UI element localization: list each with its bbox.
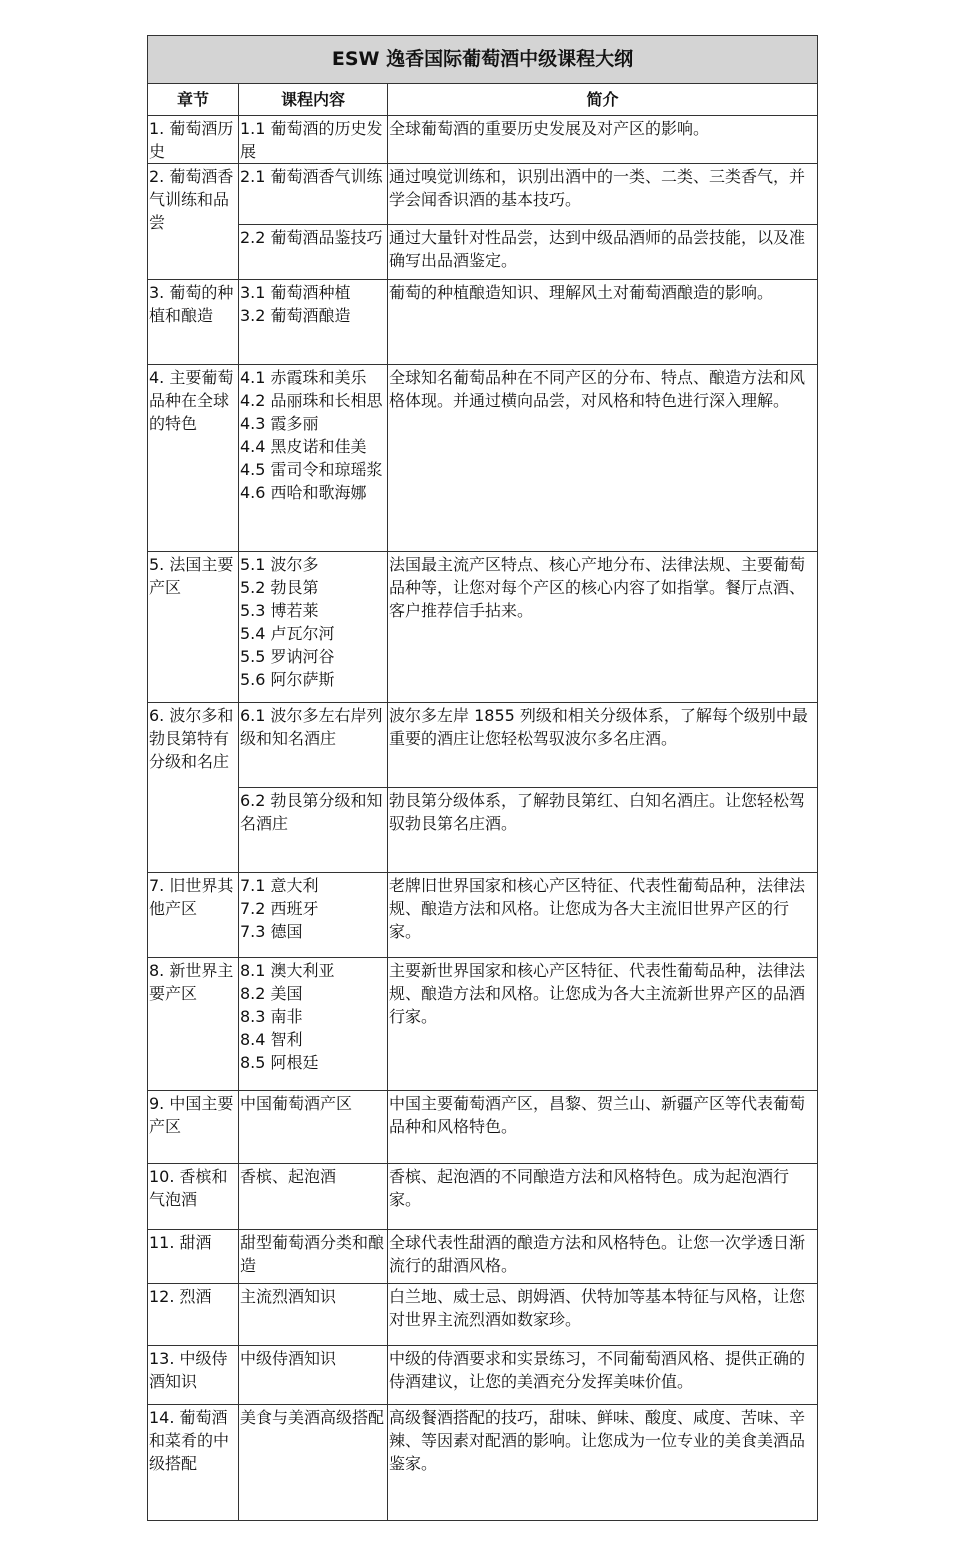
header-intro: 简介 xyxy=(388,84,818,116)
table-row xyxy=(148,365,818,552)
intro-cell: 全球葡萄酒的重要历史发展及对产区的影响。 xyxy=(388,116,818,164)
chapter-cell: 14. 葡萄酒和菜肴的中级搭配 xyxy=(148,1405,239,1521)
content-item: 5.1 波尔多 xyxy=(240,555,319,574)
content-item: 4.3 霞多丽 xyxy=(240,414,319,433)
intro-cell: 葡萄的种植酿造知识、理解风土对葡萄酒酿造的影响。 xyxy=(388,280,818,365)
chapter-cell: 8. 新世界主要产区 xyxy=(148,958,239,1091)
content-item: 8.3 南非 xyxy=(240,1007,303,1026)
content-cell xyxy=(239,1164,388,1230)
content-cell xyxy=(239,1230,388,1284)
content-item: 8.1 澳大利亚 xyxy=(240,961,335,980)
chapter-cell: 13. 中级侍酒知识 xyxy=(148,1346,239,1405)
header-content: 课程内容 xyxy=(239,84,388,116)
table-row xyxy=(148,1284,818,1346)
content-cell xyxy=(239,703,388,788)
content-item: 香槟、起泡酒 xyxy=(240,1167,337,1186)
content-item: 8.2 美国 xyxy=(240,984,303,1003)
intro-cell: 中级的侍酒要求和实景练习，不同葡萄酒风格、提供正确的侍酒建议，让您的美酒充分发挥美味价值。 xyxy=(388,1346,818,1405)
intro-cell: 通过大量针对性品尝，达到中级品酒师的品尝技能，以及准确写出品酒鉴定。 xyxy=(388,225,818,280)
chapter-cell: 6. 波尔多和勃艮第特有分级和名庄 xyxy=(148,703,239,873)
table-row xyxy=(148,873,818,958)
table-row xyxy=(148,788,818,873)
content-item: 主流烈酒知识 xyxy=(240,1287,337,1306)
content-cell xyxy=(239,958,388,1091)
chapter-cell: 9. 中国主要产区 xyxy=(148,1091,239,1164)
chapter-cell: 11. 甜酒 xyxy=(148,1230,239,1284)
chapter-cell: 1. 葡萄酒历史 xyxy=(148,116,239,164)
content-item: 美食与美酒高级搭配 xyxy=(240,1408,385,1427)
table-body xyxy=(148,116,818,1521)
table-row xyxy=(148,1091,818,1164)
intro-cell: 通过嗅觉训练和，识别出酒中的一类、二类、三类香气，并学会闻香识酒的基本技巧。 xyxy=(388,164,818,225)
table-row xyxy=(148,225,818,280)
intro-cell: 香槟、起泡酒的不同酿造方法和风格特色。成为起泡酒行家。 xyxy=(388,1164,818,1230)
chapter-cell: 7. 旧世界其他产区 xyxy=(148,873,239,958)
intro-cell: 老牌旧世界国家和核心产区特征、代表性葡萄品种，法律法规、酿造方法和风格。让您成为各大主流旧世界产区的行家。 xyxy=(388,873,818,958)
content-item: 4.2 品丽珠和长相思 xyxy=(240,391,383,410)
table-row xyxy=(148,164,818,225)
table-row xyxy=(148,1346,818,1405)
table-row xyxy=(148,280,818,365)
content-cell xyxy=(239,164,388,225)
content-item: 7.2 西班牙 xyxy=(240,899,319,918)
content-item: 1.1 葡萄酒的历史发展 xyxy=(240,119,383,161)
table-row xyxy=(148,1405,818,1521)
content-cell xyxy=(239,280,388,365)
intro-cell: 全球知名葡萄品种在不同产区的分布、特点、酿造方法和风格体现。并通过横向品尝，对风格和特色进行深入理解。 xyxy=(388,365,818,552)
intro-cell: 主要新世界国家和核心产区特征、代表性葡萄品种，法律法规、酿造方法和风格。让您成为各大主流新世界产区的品酒行家。 xyxy=(388,958,818,1091)
content-item: 3.2 葡萄酒酿造 xyxy=(240,306,351,325)
content-item: 3.1 葡萄酒种植 xyxy=(240,283,351,302)
content-cell xyxy=(239,116,388,164)
content-item: 中级侍酒知识 xyxy=(240,1349,337,1368)
intro-cell: 白兰地、威士忌、朗姆酒、伏特加等基本特征与风格，让您对世界主流烈酒如数家珍。 xyxy=(388,1284,818,1346)
intro-cell: 波尔多左岸 1855 列级和相关分级体系，了解每个级别中最重要的酒庄让您轻松驾驭波尔多名庄酒。 xyxy=(388,703,818,788)
content-item: 4.4 黑皮诺和佳美 xyxy=(240,437,367,456)
content-item: 5.3 博若莱 xyxy=(240,601,319,620)
content-item: 4.5 雷司令和琼瑶浆 xyxy=(240,460,383,479)
content-cell xyxy=(239,873,388,958)
table-row xyxy=(148,958,818,1091)
content-item: 4.6 西哈和歌海娜 xyxy=(240,483,367,502)
intro-cell: 法国最主流产区特点、核心产地分布、法律法规、主要葡萄品种等，让您对每个产区的核心内容了如指掌。餐厅点酒、客户推荐信手拈来。 xyxy=(388,552,818,703)
table-row xyxy=(148,116,818,164)
intro-cell: 全球代表性甜酒的酿造方法和风格特色。让您一次学透日渐流行的甜酒风格。 xyxy=(388,1230,818,1284)
content-item: 6.2 勃艮第分级和知名酒庄 xyxy=(240,791,383,833)
page-title: ESW 逸香国际葡萄酒中级课程大纲 xyxy=(148,36,818,84)
content-item: 中国葡萄酒产区 xyxy=(240,1094,353,1113)
chapter-cell: 3. 葡萄的种植和酿造 xyxy=(148,280,239,365)
content-cell xyxy=(239,365,388,552)
content-item: 5.6 阿尔萨斯 xyxy=(240,670,335,689)
syllabus-table xyxy=(147,35,818,1521)
chapter-cell: 4. 主要葡萄品种在全球的特色 xyxy=(148,365,239,552)
content-cell xyxy=(239,788,388,873)
content-cell xyxy=(239,1405,388,1521)
header-chapter: 章节 xyxy=(148,84,239,116)
chapter-cell: 12. 烈酒 xyxy=(148,1284,239,1346)
content-cell xyxy=(239,552,388,703)
chapter-cell: 10. 香槟和气泡酒 xyxy=(148,1164,239,1230)
content-item: 6.1 波尔多左右岸列级和知名酒庄 xyxy=(240,706,383,748)
title-row xyxy=(148,36,818,84)
intro-cell: 勃艮第分级体系，了解勃艮第红、白知名酒庄。让您轻松驾驭勃艮第名庄酒。 xyxy=(388,788,818,873)
content-cell xyxy=(239,225,388,280)
content-item: 5.2 勃艮第 xyxy=(240,578,319,597)
header-row xyxy=(148,84,818,116)
chapter-cell: 2. 葡萄酒香气训练和品尝 xyxy=(148,164,239,280)
content-item: 2.1 葡萄酒香气训练 xyxy=(240,167,383,186)
content-cell xyxy=(239,1091,388,1164)
content-item: 5.4 卢瓦尔河 xyxy=(240,624,335,643)
content-item: 甜型葡萄酒分类和酿造 xyxy=(240,1233,385,1275)
table-row xyxy=(148,1164,818,1230)
content-cell xyxy=(239,1346,388,1405)
intro-cell: 高级餐酒搭配的技巧，甜味、鲜味、酸度、咸度、苦味、辛辣、等因素对配酒的影响。让您成为一位专业的美食美酒品鉴家。 xyxy=(388,1405,818,1521)
intro-cell: 中国主要葡萄酒产区，昌黎、贺兰山、新疆产区等代表葡萄品种和风格特色。 xyxy=(388,1091,818,1164)
content-item: 5.5 罗讷河谷 xyxy=(240,647,335,666)
content-item: 8.5 阿根廷 xyxy=(240,1053,319,1072)
table-row xyxy=(148,1230,818,1284)
content-cell xyxy=(239,1284,388,1346)
content-item: 7.1 意大利 xyxy=(240,876,319,895)
content-item: 7.3 德国 xyxy=(240,922,303,941)
table-row xyxy=(148,703,818,788)
chapter-cell: 5. 法国主要产区 xyxy=(148,552,239,703)
content-item: 8.4 智利 xyxy=(240,1030,303,1049)
table-row xyxy=(148,552,818,703)
content-item: 2.2 葡萄酒品鉴技巧 xyxy=(240,228,383,247)
content-item: 4.1 赤霞珠和美乐 xyxy=(240,368,367,387)
